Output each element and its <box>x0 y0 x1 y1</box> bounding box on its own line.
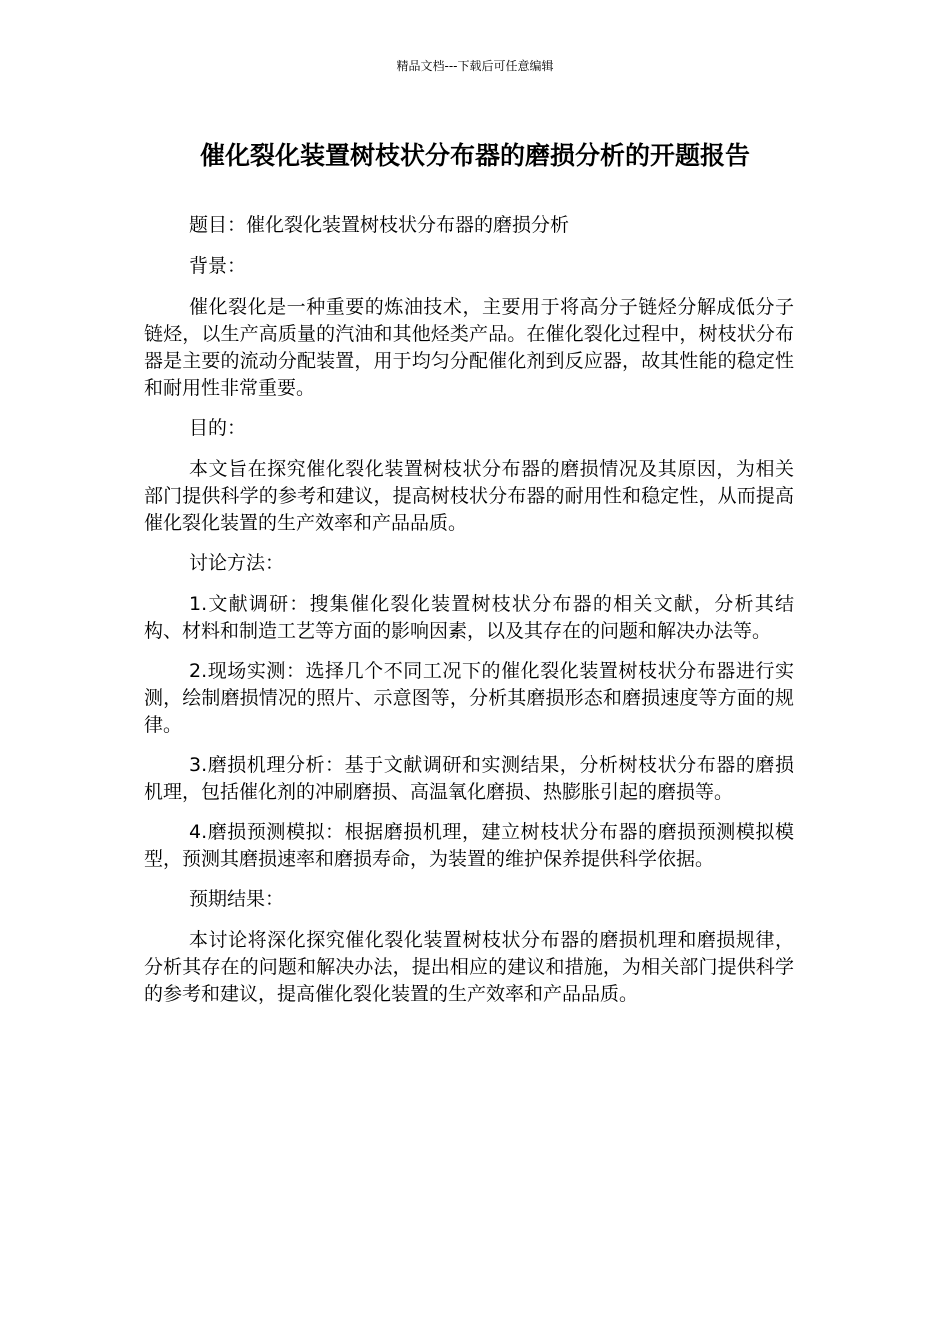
purpose-heading: 目的： <box>189 417 247 439</box>
method-item-mechanism: 3.磨损机理分析：基于文献调研和实测结果，分析树枝状分布器的磨损机理，包括催化剂的冲刷磨损、高温氧化磨损、热膨胀引起的磨损等。 <box>144 754 794 803</box>
expected-results-heading: 预期结果： <box>189 888 285 910</box>
method-item-field-test: 2.现场实测：选择几个不同工况下的催化裂化装置树枝状分布器进行实测，绘制磨损情况的照片、示意图等，分析其磨损形态和磨损速度等方面的规律。 <box>144 660 794 736</box>
method-item-prediction: 4.磨损预测模拟：根据磨损机理，建立树枝状分布器的磨损预测模拟模型，预测其磨损速率和磨损寿命，为装置的维护保养提供科学依据。 <box>144 821 794 870</box>
background-heading: 背景： <box>189 255 247 277</box>
method-item-literature: 1.文献调研：搜集催化裂化装置树枝状分布器的相关文献，分析其结构、材料和制造工艺等方面的影响因素，以及其存在的问题和解决办法等。 <box>144 593 794 642</box>
methods-heading: 讨论方法： <box>189 552 285 574</box>
purpose-paragraph: 本文旨在探究催化裂化装置树枝状分布器的磨损情况及其原因，为相关部门提供科学的参考和建议，提高树枝状分布器的耐用性和稳定性，从而提高催化裂化装置的生产效率和产品品质。 <box>144 458 794 534</box>
running-header: 精品文档---下载后可任意编辑 <box>396 59 554 73</box>
background-paragraph: 催化裂化是一种重要的炼油技术，主要用于将高分子链烃分解成低分子链烃，以生产高质量的汽油和其他烃类产品。在催化裂化过程中，树枝状分布器是主要的流动分配装置，用于均匀分配催化剂到反应器，故其性能的稳定性和耐用性非常重要。 <box>144 296 794 399</box>
document-body <box>144 212 794 1021</box>
expected-results-paragraph: 本讨论将深化探究催化裂化装置树枝状分布器的磨损机理和磨损规律，分析其存在的问题和解决办法，提出相应的建议和措施，为相关部门提供科学的参考和建议，提高催化裂化装置的生产效率和产品品质。 <box>144 929 794 1005</box>
topic-line: 题目：催化裂化装置树枝状分布器的磨损分析 <box>189 214 570 236</box>
document-title: 催化裂化装置树枝状分布器的磨损分析的开题报告 <box>199 141 750 170</box>
